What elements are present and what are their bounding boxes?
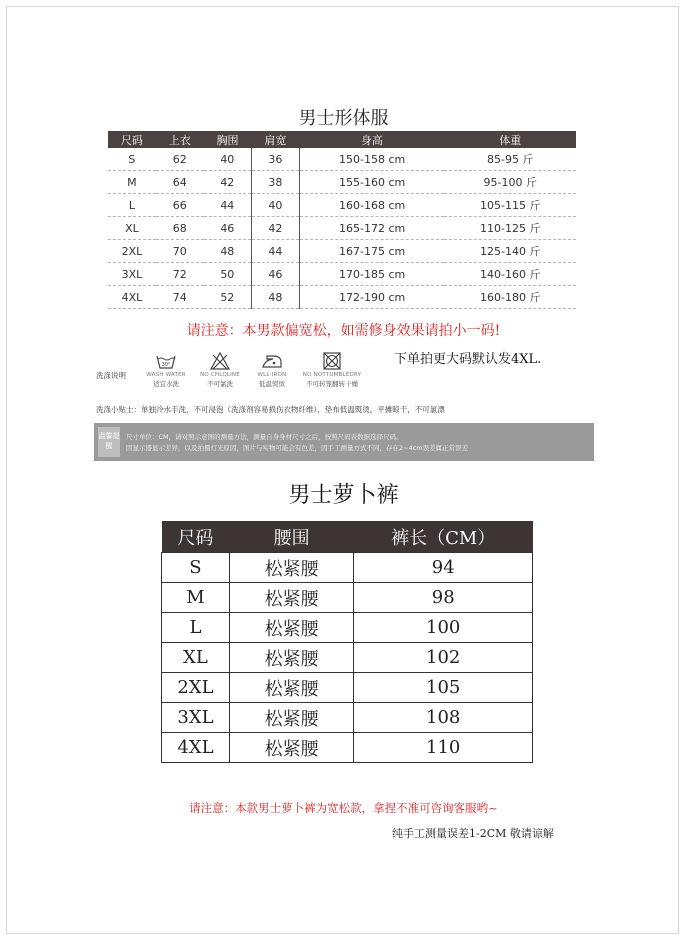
reminder-tag: 温馨提醒 <box>98 427 120 457</box>
length-cell: 102 <box>354 643 533 673</box>
shirt-header-height: 身高 <box>299 131 444 148</box>
weight-unit: 斤 <box>522 153 534 166</box>
length-cell: 72 <box>156 263 204 286</box>
chest-cell: 40 <box>204 148 252 171</box>
size-cell: L <box>108 194 156 217</box>
weight-unit: 斤 <box>525 176 537 189</box>
no-chlorine-item <box>194 352 246 388</box>
height-cell: 150-158 cm <box>299 148 444 171</box>
no-tumble-dry-en: NO NOTTUMBLEDRY <box>302 372 362 378</box>
length-cell: 64 <box>156 171 204 194</box>
large-size-note: 下单拍更大码默认发4XL. <box>394 352 542 367</box>
chest-cell: 44 <box>204 194 252 217</box>
no-chlorine-en: NO CHLOLINE <box>200 372 240 378</box>
shirt-header-shoulder: 肩宽 <box>251 131 299 148</box>
size-cell: XL <box>162 643 230 673</box>
no-tumble-dry-item <box>302 352 362 388</box>
size-cell: XL <box>108 217 156 240</box>
shoulder-cell: 36 <box>251 148 299 171</box>
reminder-box <box>94 423 594 461</box>
no-chlorine-cn: 不可氯洗 <box>207 380 233 388</box>
shirt-header-length: 上衣 <box>156 131 204 148</box>
weight-value: 105-115 <box>479 199 526 212</box>
table-row <box>108 240 576 263</box>
pants-header-size: 尺码 <box>162 521 230 553</box>
weight-unit: 斤 <box>529 222 541 235</box>
table-row <box>162 673 533 703</box>
height-cell: 165-172 cm <box>299 217 444 240</box>
shoulder-cell: 48 <box>251 286 299 309</box>
length-cell: 100 <box>354 613 533 643</box>
shoulder-cell: 44 <box>251 240 299 263</box>
size-cell: L <box>162 613 230 643</box>
low-iron-item <box>246 352 298 388</box>
weight-value: 95-100 <box>483 176 523 189</box>
length-cell: 110 <box>354 733 533 763</box>
low-iron-cn: 低温熨烫 <box>259 380 285 388</box>
no-tumble-dry-icon <box>322 352 342 370</box>
table-row <box>108 263 576 286</box>
weight-unit: 斤 <box>529 268 541 281</box>
height-cell: 167-175 cm <box>299 240 444 263</box>
table-row <box>162 733 533 763</box>
size-cell: M <box>162 583 230 613</box>
size-cell: 3XL <box>162 703 230 733</box>
size-cell: S <box>108 148 156 171</box>
wash-water-cn: 适宜水洗 <box>153 380 179 388</box>
weight-value: 160-180 <box>479 291 526 304</box>
table-row <box>162 553 533 583</box>
size-cell: 3XL <box>108 263 156 286</box>
measurement-error-note: 纯手工测量误差1-2CM 敬请谅解 <box>392 827 554 840</box>
chest-cell: 46 <box>204 217 252 240</box>
length-cell: 94 <box>354 553 533 583</box>
size-cell: S <box>162 553 230 583</box>
chest-cell: 52 <box>204 286 252 309</box>
length-cell: 70 <box>156 240 204 263</box>
table-row <box>162 613 533 643</box>
weight-cell <box>444 148 576 171</box>
length-cell: 68 <box>156 217 204 240</box>
pants-size-table <box>161 521 533 763</box>
size-cell: M <box>108 171 156 194</box>
shoulder-cell: 42 <box>251 217 299 240</box>
low-iron-en: WLL-IRON <box>257 372 287 378</box>
length-cell: 98 <box>354 583 533 613</box>
weight-unit: 斤 <box>529 245 541 258</box>
table-row <box>108 148 576 171</box>
chest-cell: 42 <box>204 171 252 194</box>
no-chlorine-icon <box>210 352 230 370</box>
shirt-table-title: 男士形体服 <box>298 108 389 129</box>
waist-cell: 松紧腰 <box>229 673 354 703</box>
height-cell: 170-185 cm <box>299 263 444 286</box>
table-row <box>108 286 576 309</box>
size-cell: 2XL <box>162 673 230 703</box>
length-cell: 62 <box>156 148 204 171</box>
pants-header-row <box>162 521 533 553</box>
waist-cell: 松紧腰 <box>229 733 354 763</box>
shirt-fit-notice: 请注意：本男款偏宽松，如需修身效果请拍小一码! <box>186 323 501 339</box>
iron-icon <box>261 352 283 370</box>
weight-cell <box>444 240 576 263</box>
table-row <box>108 217 576 240</box>
shoulder-cell: 46 <box>251 263 299 286</box>
weight-value: 140-160 <box>479 268 526 281</box>
no-tumble-dry-cn: 不可转笼翻转干燥 <box>306 380 358 388</box>
weight-cell <box>444 263 576 286</box>
weight-unit: 斤 <box>529 291 541 304</box>
shirt-header-size: 尺码 <box>108 131 156 148</box>
shirt-header-weight: 体重 <box>444 131 576 148</box>
pants-table-title: 男士萝卜裤 <box>288 483 399 508</box>
chest-cell: 48 <box>204 240 252 263</box>
table-row <box>162 703 533 733</box>
reminder-line-1: 尺寸单位：CM，请对照示意图的测量方法，测量自身身材尺寸之后，按照尺码表数据选择尺码。 <box>126 433 403 441</box>
shirt-header-chest: 胸围 <box>204 131 252 148</box>
size-cell: 2XL <box>108 240 156 263</box>
wash-tips: 洗涤小贴士：单独冷水手洗，不可浸泡（洗涤剂容易损伤衣物纤维），垫布低温熨烫，平摊晾干，不可氯漂 <box>96 405 445 414</box>
weight-cell <box>444 194 576 217</box>
size-cell: 4XL <box>162 733 230 763</box>
size-cell: 4XL <box>108 286 156 309</box>
weight-cell <box>444 286 576 309</box>
height-cell: 172-190 cm <box>299 286 444 309</box>
table-row <box>162 643 533 673</box>
waist-cell: 松紧腰 <box>229 703 354 733</box>
table-row <box>162 583 533 613</box>
weight-value: 85-95 <box>486 153 519 166</box>
wash-instructions-label: 洗涤说明 <box>96 371 126 380</box>
shoulder-cell: 38 <box>251 171 299 194</box>
shirt-size-table <box>108 131 576 309</box>
chest-cell: 50 <box>204 263 252 286</box>
weight-value: 125-140 <box>479 245 526 258</box>
shoulder-cell: 40 <box>251 194 299 217</box>
svg-text:30°: 30° <box>161 362 171 368</box>
pants-header-length: 裤长（CM） <box>354 521 533 553</box>
waist-cell: 松紧腰 <box>229 643 354 673</box>
reminder-line-2: 因显示器显示差异，以及拍摄灯光原因，图片与实物可能会有色差，因手工测量方式不同，存在2~4cm误差属正常误差 <box>126 444 469 452</box>
length-cell: 105 <box>354 673 533 703</box>
length-cell: 66 <box>156 194 204 217</box>
weight-unit: 斤 <box>529 199 541 212</box>
weight-cell <box>444 217 576 240</box>
wash-water-icon <box>155 352 177 370</box>
waist-cell: 松紧腰 <box>229 553 354 583</box>
length-cell: 108 <box>354 703 533 733</box>
weight-value: 110-125 <box>479 222 526 235</box>
height-cell: 155-160 cm <box>299 171 444 194</box>
pants-header-waist: 腰围 <box>229 521 354 553</box>
waist-cell: 松紧腰 <box>229 583 354 613</box>
wash-water-en: WASH WATER <box>146 372 186 378</box>
wash-water-item <box>140 352 192 388</box>
table-row <box>108 194 576 217</box>
height-cell: 160-168 cm <box>299 194 444 217</box>
weight-cell <box>444 171 576 194</box>
waist-cell: 松紧腰 <box>229 613 354 643</box>
shirt-header-row <box>108 131 576 148</box>
pants-fit-notice: 请注意：本款男士萝卜裤为宽松款，拿捏不准可咨询客服哟~ <box>189 801 498 815</box>
length-cell: 74 <box>156 286 204 309</box>
table-row <box>108 171 576 194</box>
